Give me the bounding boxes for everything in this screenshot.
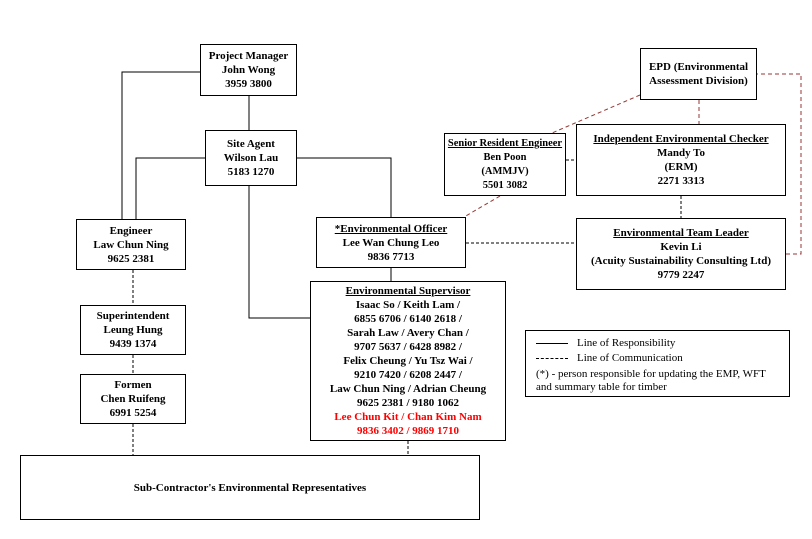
legend-note: (*) - person responsible for updating the EMP, WFT and summary table for timber [536,368,766,393]
supervisor-phones: 9707 5637 / 6428 8982 / [354,341,462,353]
supervisor-names: Felix Cheung / Yu Tsz Wai / [343,355,473,367]
project-manager-box [200,44,297,96]
environmental-team-leader-box [576,218,786,290]
phone-number: 9439 1374 [109,338,157,350]
phone-number: 5501 3082 [482,179,528,191]
dashed-line-sample [536,358,568,359]
box-title: Engineer [109,224,153,237]
box-title: Senior Resident Engineer [447,137,563,149]
line-sre-eo [464,196,500,217]
line-siteagent-eo [297,158,391,217]
person-name: Wilson Lau [223,152,279,164]
box-title: Formen [114,379,152,391]
legend-responsibility-row [536,337,781,350]
senior-resident-engineer-box [444,133,566,196]
phone-number: 9779 2247 [657,269,705,281]
supervisor-phones-highlighted: 9836 3402 / 9869 1710 [356,425,460,437]
phone-number: 3959 3800 [225,78,272,90]
box-title: Superintendent [96,310,170,322]
company-name: (ERM) [664,161,698,173]
box-title: Project Manager [208,50,289,62]
person-name: Law Chun Ning [93,238,169,251]
person-name: John Wong [221,64,276,76]
line-pm-engineer [122,72,200,219]
line-siteagent-supervisor [249,186,310,318]
box-title: Environmental Supervisor [345,285,471,297]
legend-communication-row [536,352,781,365]
epd-box [640,48,757,100]
supervisor-names: Sarah Law / Avery Chan / [347,327,469,339]
line-siteagent-engineer [136,158,205,219]
supervisor-phones: 6855 6706 / 6140 2618 / [354,313,462,325]
legend-communication-label: Line of Communication [577,352,683,364]
phone-number: 9625 2381 [107,252,155,265]
independent-environmental-checker-box [576,124,786,196]
box-title: *Environmental Officer [334,222,448,235]
box-title: Independent Environmental Checker [593,133,769,145]
phone-number: 9836 7713 [367,250,415,263]
supervisor-names: Isaac So / Keith Lam / [355,299,461,311]
solid-line-sample [536,343,568,344]
person-name: Mandy To [657,147,705,159]
environmental-supervisor-box [310,281,506,441]
legend-responsibility-label: Line of Responsibility [577,337,676,349]
phone-number: 2271 3313 [657,175,705,187]
company-name: (Acuity Sustainability Consulting Ltd) [590,255,771,267]
site-agent-box [205,130,297,186]
person-name: Ben Poon [483,151,527,163]
box-title: Sub-Contractor's Environmental Representatives [133,481,367,494]
person-name: Lee Wan Chung Leo [342,236,440,249]
box-title: Environmental Team Leader [613,227,749,239]
superintendent-box [80,305,186,355]
supervisor-names: Law Chun Ning / Adrian Cheung [329,383,487,395]
subcontractor-representatives-box [20,455,480,520]
person-name: Leung Hung [103,324,163,336]
formen-box [80,374,186,424]
person-name: Chen Ruifeng [100,393,166,405]
phone-number: 5183 1270 [227,166,275,178]
box-title: Site Agent [227,138,275,150]
engineer-box [76,219,186,270]
box-title: EPD (Environmental Assessment Division) [648,61,749,87]
person-name: Kevin Li [660,241,702,253]
phone-number: 6991 5254 [109,407,157,419]
company-name: (AMMJV) [481,165,529,177]
supervisor-phones: 9625 2381 / 9180 1062 [356,397,460,409]
supervisor-names-highlighted: Lee Chun Kit / Chan Kim Nam [334,411,482,423]
supervisor-phones: 9210 7420 / 6208 2447 / [354,369,462,381]
environmental-officer-box [316,217,466,268]
legend-box [525,330,790,397]
